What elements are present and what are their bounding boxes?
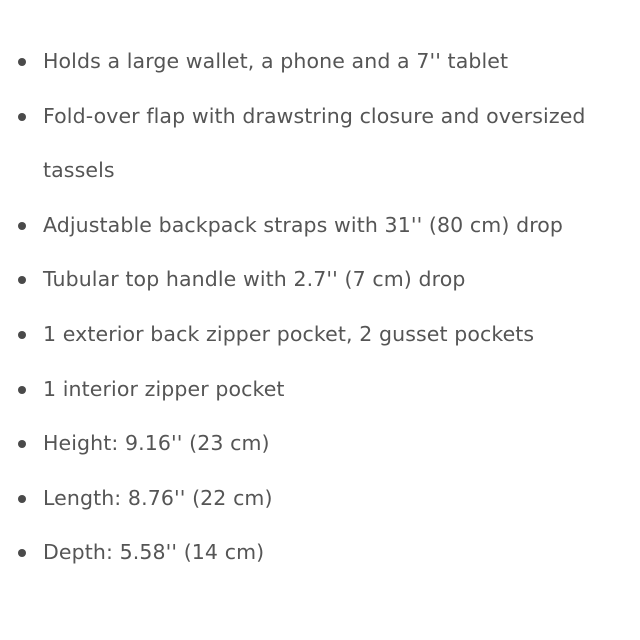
bullet-icon — [18, 495, 26, 503]
list-item-text: Adjustable backpack straps with 31'' (80 cm) drop — [43, 212, 564, 237]
list-item — [0, 198, 640, 253]
list-item-text: Length: 8.76'' (22 cm) — [43, 485, 273, 510]
list-item-text: Tubular top handle with 2.7'' (7 cm) drop — [43, 267, 466, 292]
list-item — [0, 362, 640, 417]
bullet-icon — [18, 549, 26, 557]
list-item — [0, 34, 640, 89]
list-item — [0, 416, 640, 471]
bullet-icon — [18, 113, 26, 121]
bullet-icon — [18, 440, 26, 448]
list-item — [0, 525, 640, 580]
list-item — [0, 252, 640, 307]
bullet-icon — [18, 386, 26, 394]
list-item-text: Fold-over flap with drawstring closure and oversized tassels — [43, 103, 586, 183]
list-item — [0, 89, 640, 198]
bullet-icon — [18, 222, 26, 230]
list-item-text: Height: 9.16'' (23 cm) — [43, 431, 270, 456]
bullet-icon — [18, 58, 26, 66]
list-item-text: Holds a large wallet, a phone and a 7'' tablet — [43, 49, 509, 73]
bullet-icon — [18, 276, 26, 284]
product-feature-list — [0, 34, 640, 580]
bullet-icon — [18, 331, 26, 339]
list-item-text: 1 interior zipper pocket — [43, 376, 285, 401]
list-item — [0, 471, 640, 526]
list-item-text: Depth: 5.58'' (14 cm) — [43, 540, 265, 565]
list-item-text: 1 exterior back zipper pocket, 2 gusset pockets — [43, 321, 535, 346]
list-item — [0, 307, 640, 362]
